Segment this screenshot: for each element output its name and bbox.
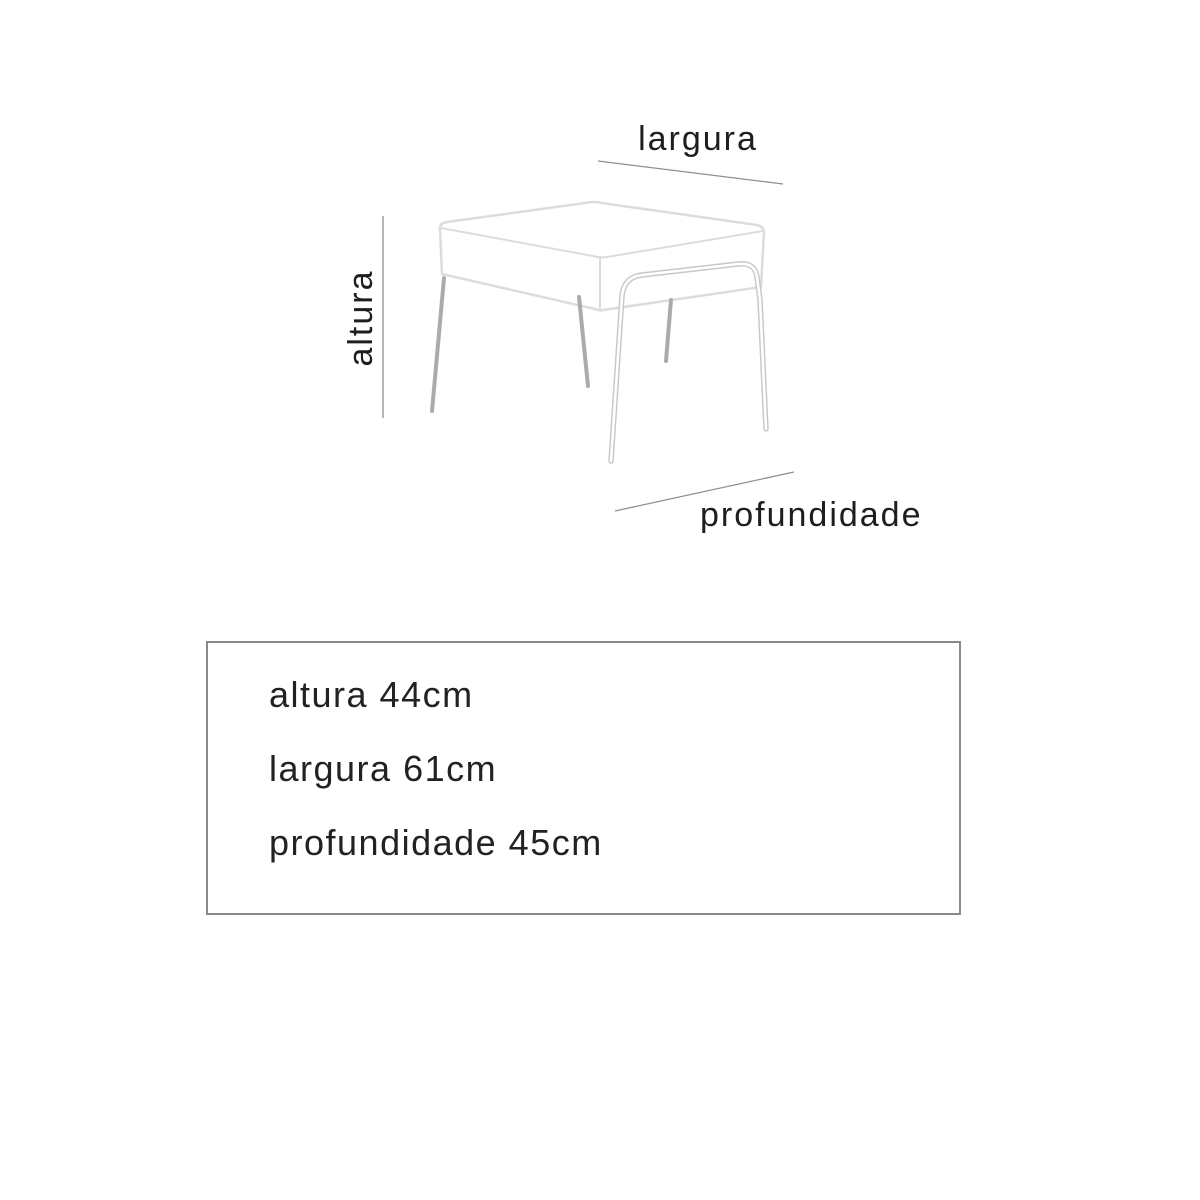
- stool-cushion: [440, 202, 764, 310]
- stool-leg-left: [432, 278, 444, 411]
- width-dimension-line: [598, 161, 783, 184]
- spec-row-height: altura 44cm: [269, 674, 474, 715]
- height-dimension-label: altura: [342, 269, 380, 367]
- stool-leg-back: [666, 300, 671, 361]
- spec-row-width: largura 61cm: [269, 748, 498, 789]
- stool-leg-front: [579, 297, 588, 386]
- dimensions-spec-box: [206, 641, 961, 915]
- width-dimension-label: largura: [638, 120, 758, 158]
- depth-dimension-label: profundidade: [700, 496, 923, 534]
- spec-row-depth: profundidade 45cm: [269, 822, 603, 863]
